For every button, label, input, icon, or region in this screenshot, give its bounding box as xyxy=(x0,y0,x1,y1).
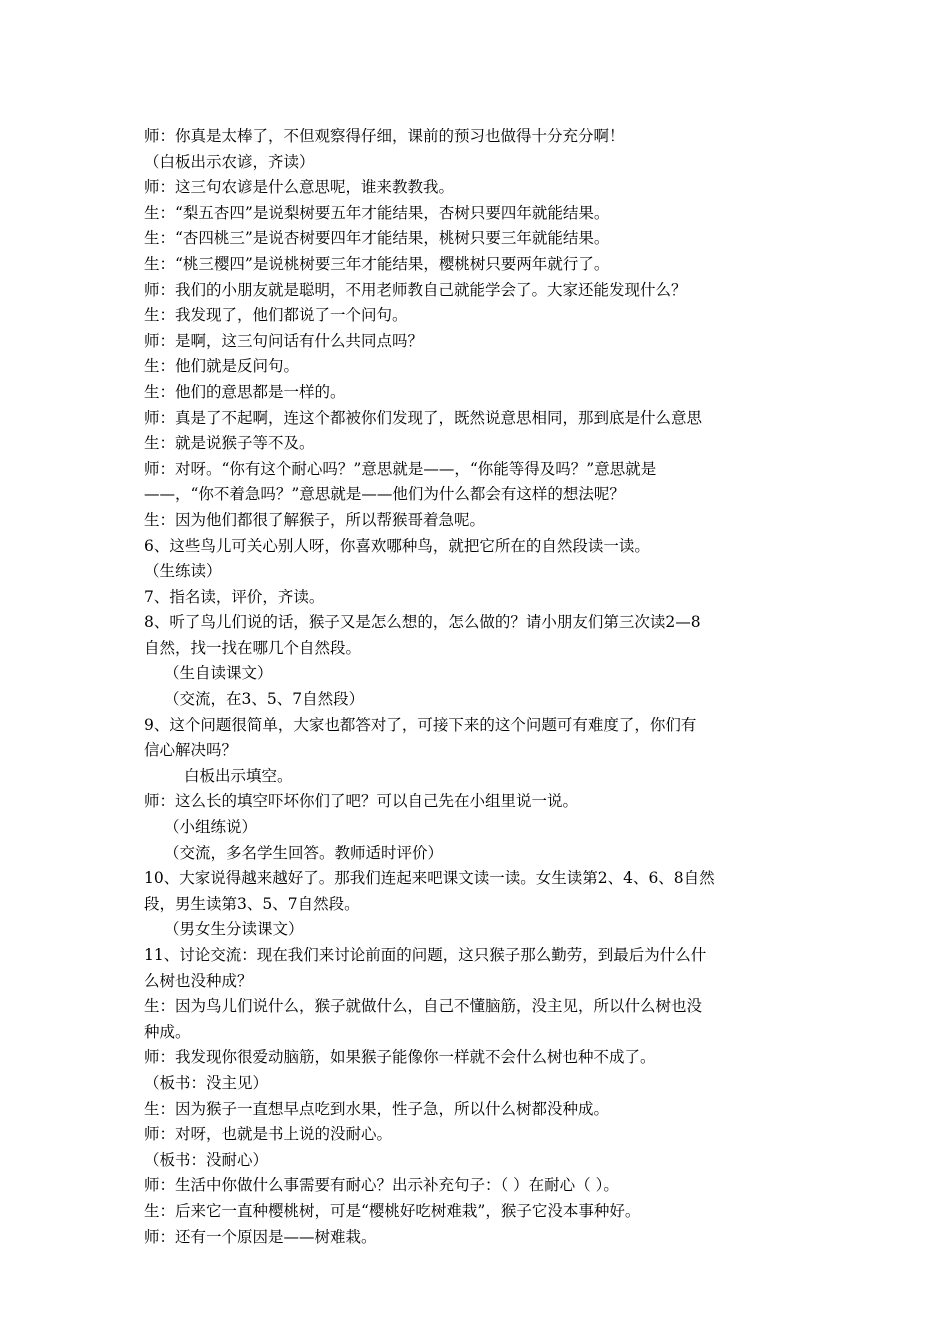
text-line: 师：还有一个原因是——树难栽。 xyxy=(144,1227,377,1246)
text-line: 7、指名读，评价，齐读。 xyxy=(144,587,325,606)
text-line: 师：这三句农谚是什么意思呢，谁来教教我。 xyxy=(144,178,455,197)
text-line: 8、听了鸟儿们说的话，猴子又是怎么想的，怎么做的？请小朋友们第三次读2—8 xyxy=(144,613,701,632)
text-line: 白板出示填空。 xyxy=(184,766,293,785)
text-line: 10、大家说得越来越好了。那我们连起来吧课文读一读。女生读第2、4、6、8自然 xyxy=(144,869,715,888)
text-line: 自然，找一找在哪几个自然段。 xyxy=(144,638,362,657)
text-line: 种成。 xyxy=(144,1022,191,1041)
text-line: 师：对呀，也就是书上说的没耐心。 xyxy=(144,1125,393,1144)
text-line: （板书：没主见） xyxy=(144,1073,269,1092)
text-line: 11、讨论交流：现在我们来讨论前面的问题，这只猴子那么勤劳，到最后为什么什 xyxy=(144,946,707,964)
text-line: 生：“杏四桃三”是说杏树要四年才能结果，桃树只要三年就能结果。 xyxy=(144,229,610,248)
text-line: 生：“桃三樱四”是说桃树要三年才能结果，樱桃树只要两年就行了。 xyxy=(144,254,610,273)
text-line: 6、这些鸟儿可关心别人呀，你喜欢哪种鸟，就把它所在的自然段读一读。 xyxy=(144,536,650,555)
text-line: 么树也没种成？ xyxy=(144,971,253,990)
text-line: （白板出示农谚，齐读） xyxy=(144,152,315,171)
document-page xyxy=(144,124,812,1250)
text-line: 信心解决吗？ xyxy=(144,741,238,760)
text-line: 9、这个问题很简单，大家也都答对了，可接下来的这个问题可有难度了，你们有 xyxy=(144,715,697,734)
text-line: 生：因为鸟儿们说什么，猴子就做什么，自己不懂脑筋，没主见，所以什么树也没 xyxy=(144,997,703,1016)
text-line: 生：因为猴子一直想早点吃到水果，性子急，所以什么树都没种成。 xyxy=(144,1099,610,1118)
text-line: （小组练说） xyxy=(164,818,258,837)
text-line: ——，“你不着急吗？”意思就是——他们为什么都会有这样的想法呢？ xyxy=(144,485,625,504)
text-line: 师：你真是太棒了，不但观察得仔细，课前的预习也做得十分充分啊！ xyxy=(144,127,625,145)
text-line: 段，男生读第3、5、7自然段。 xyxy=(144,894,360,913)
text-line: 生：我发现了，他们都说了一个问句。 xyxy=(144,306,408,325)
text-line: （生自读课文） xyxy=(164,664,273,683)
text-line: 师：这么长的填空吓坏你们了吧？可以自己先在小组里说一说。 xyxy=(144,792,579,811)
text-line: 师：我们的小朋友就是聪明，不用老师教自己就能学会了。大家还能发现什么？ xyxy=(144,280,687,299)
text-line: （生练读） xyxy=(144,562,222,581)
text-line: 生：就是说猴子等不及。 xyxy=(144,434,315,453)
text-line: 师：生活中你做什么事需要有耐心？出示补充句子：（ ）在耐心（ ）。 xyxy=(144,1176,619,1195)
text-line: 师：是啊，这三句问话有什么共同点吗？ xyxy=(144,331,424,350)
text-line: 师：对呀。“你有这个耐心吗？”意思就是——，“你能等得及吗？”意思就是 xyxy=(144,459,657,478)
text-line: 生：他们的意思都是一样的。 xyxy=(144,382,346,401)
text-line: 生：他们就是反问句。 xyxy=(144,357,300,376)
text-line: 师：真是了不起啊，连这个都被你们发现了，既然说意思相同，那到底是什么意思 xyxy=(144,408,703,427)
text-line: （交流，多名学生回答。教师适时评价） xyxy=(164,843,444,862)
text-line: （男女生分读课文） xyxy=(164,920,304,939)
text-line: （交流，在3、5、7自然段） xyxy=(164,690,365,709)
text-line: （板书：没耐心） xyxy=(144,1150,269,1169)
text-line: 生：因为他们都很了解猴子，所以帮猴哥着急呢。 xyxy=(144,510,486,529)
text-line: 生：“梨五杏四”是说梨树要五年才能结果，杏树只要四年就能结果。 xyxy=(144,203,610,222)
text-line: 师：我发现你很爱动脑筋，如果猴子能像你一样就不会什么树也种不成了。 xyxy=(144,1048,656,1067)
text-line: 生：后来它一直种樱桃树，可是“樱桃好吃树难栽”，猴子它没本事种好。 xyxy=(144,1201,641,1220)
